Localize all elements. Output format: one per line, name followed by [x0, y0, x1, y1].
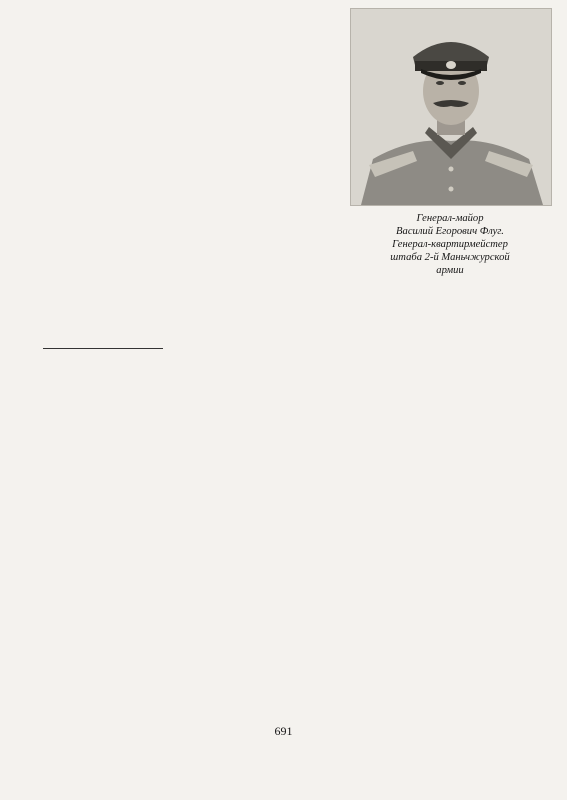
caption-line: штаба 2-й Маньчжурской	[390, 252, 510, 263]
footnote-rule	[43, 348, 163, 349]
page-number: 691	[274, 724, 293, 738]
portrait-photo	[350, 8, 552, 206]
caption-line: армии	[436, 265, 464, 276]
portrait-illustration	[351, 9, 551, 205]
caption-line: Василий Егорович Флуг.	[396, 226, 504, 237]
caption-line: Генерал-майор	[416, 213, 484, 224]
caption-line: Генерал-квартирмейстер	[392, 239, 508, 250]
